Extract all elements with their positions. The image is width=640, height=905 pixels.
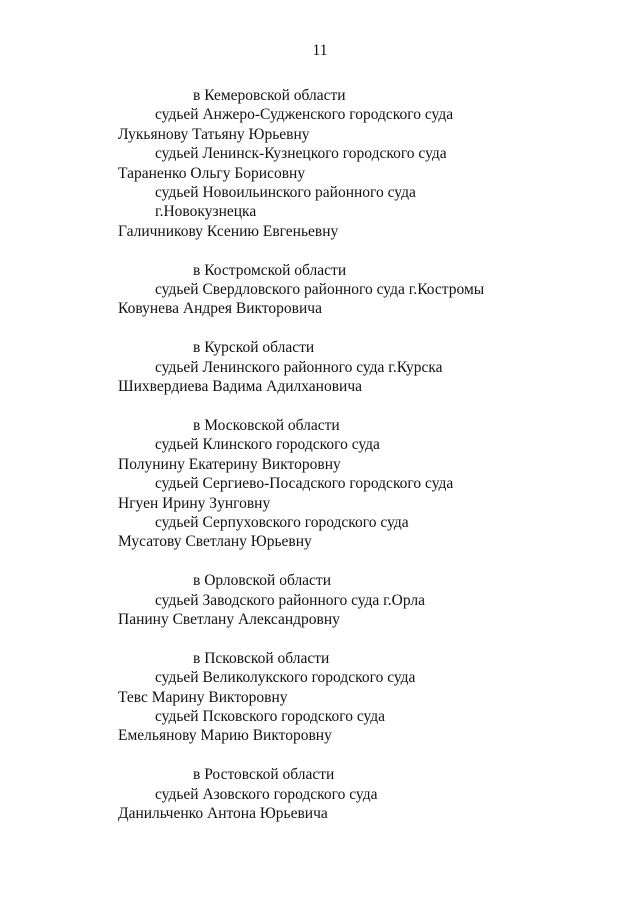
appointee-name: Данильченко Антона Юрьевича	[118, 805, 328, 823]
court-line: судьей Новоильинского районного суда	[155, 183, 416, 201]
court-line: судьей Серпуховского городского суда	[155, 513, 409, 531]
appointee-name: Тараненко Ольгу Борисовну	[118, 164, 306, 182]
page-number: 11	[312, 42, 328, 59]
region-section	[118, 416, 598, 552]
court-line: судьей Азовского городского суда	[155, 785, 378, 803]
court-line: судьей Клинского городского суда	[155, 436, 380, 454]
court-line: судьей Заводского районного суда г.Орла	[155, 591, 426, 609]
appointee-name: Галичникову Ксению Евгеньевну	[118, 222, 339, 240]
appointee-name: Шихвердиева Вадима Адилхановича	[118, 378, 362, 396]
region-heading: в Орловской области	[193, 572, 332, 590]
appointee-name: Нгуен Ирину Зунговну	[118, 494, 271, 512]
appointee-name: Полунину Екатерину Викторовну	[118, 455, 341, 473]
appointee-name: Емельянову Марию Викторовну	[118, 727, 332, 745]
court-line: судьей Великолукского городского суда	[155, 669, 416, 687]
region-heading: в Ростовской области	[193, 766, 335, 784]
region-section	[118, 338, 598, 396]
court-line: судьей Сергиево-Посадского городского суда	[155, 475, 454, 493]
region-section	[118, 649, 598, 746]
region-section	[118, 261, 598, 319]
region-section	[118, 571, 598, 629]
court-line: судьей Ленинского районного суда г.Курска	[155, 358, 443, 376]
court-line: судьей Ленинск-Кузнецкого городского суда	[155, 145, 447, 163]
region-heading: в Псковской области	[193, 649, 330, 667]
region-heading: в Костромской области	[193, 261, 347, 279]
appointee-name: Лукьянову Татьяну Юрьевну	[118, 125, 310, 143]
region-heading: в Кемеровской области	[193, 87, 346, 104]
region-heading: в Московской области	[193, 416, 340, 434]
region-section	[118, 86, 598, 241]
appointee-name: Панину Светлану Александровну	[118, 610, 340, 628]
court-line: судьей Псковского городского суда	[155, 708, 386, 726]
court-line: г.Новокузнецка	[155, 203, 257, 221]
region-section	[118, 765, 598, 823]
appointments-list	[118, 86, 598, 843]
region-heading: в Курской области	[193, 339, 315, 357]
court-line: судьей Свердловского районного суда г.Костромы	[155, 281, 485, 299]
appointee-name: Тевс Марину Викторовну	[118, 688, 288, 706]
court-line: судьей Анжеро-Судженского городского суда	[155, 106, 454, 124]
appointee-name: Ковунева Андрея Викторовича	[118, 300, 322, 318]
appointee-name: Мусатову Светлану Юрьевну	[118, 533, 312, 551]
